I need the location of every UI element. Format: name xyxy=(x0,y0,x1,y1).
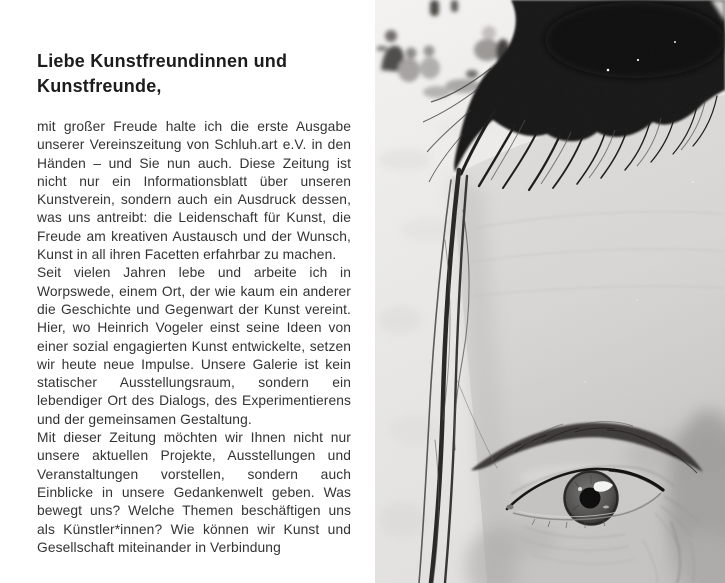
article-paragraph-3: Mit dieser Zeitung möchten wir Ihnen nicht nur unsere aktuellen Projekte, Ausstellungen und Veranstaltungen vorstellen, sondern auch Einblicke in unsere Gedankenwelt geben. Was bewegt uns? Welche Themen beschäftigen uns als Künstler*innen? Wie können wir Kunst und Gesellschaft miteinander in Verbindung xyxy=(37,430,351,555)
article-paragraph-1: mit großer Freude halte ich die erste Ausgabe unserer Vereinszeitung von Schluh.art e.V. in den Händen – und Sie nun auch. Diese Zeitung ist nicht nur ein Informationsblatt über unseren Kunstverein, sondern auch ein Ausdruck dessen, was uns antreibt: die Leidenschaft für Kunst, die Freude am kreativen Austausch und der Wunsch, Kunst in all ihren Facetten erfahrbar zu machen. xyxy=(37,119,351,263)
portrait-photo xyxy=(375,0,725,583)
film-grain-overlay xyxy=(375,0,725,583)
portrait-photo-graphic xyxy=(375,0,725,583)
article-heading: Liebe Kunstfreundinnen und Kunstfreunde, xyxy=(37,51,288,96)
article-column xyxy=(37,49,351,557)
article-paragraph-2: Seit vielen Jahren lebe und arbeite ich in Worpswede, einem Ort, der wie kaum ein anderer die Geschichte und Gegenwart der Kunst vereint. Hier, wo Heinrich Vogeler einst seine Ideen von einer sozial engagierten Kunst entwickelte, setzen wir heute neue Impulse. Unsere Galerie ist kein statischer Ausstellungsraum, sondern ein lebendiger Ort des Dialogs, des Experimentierens und der gemeinsamen Gestaltung. xyxy=(37,265,351,427)
